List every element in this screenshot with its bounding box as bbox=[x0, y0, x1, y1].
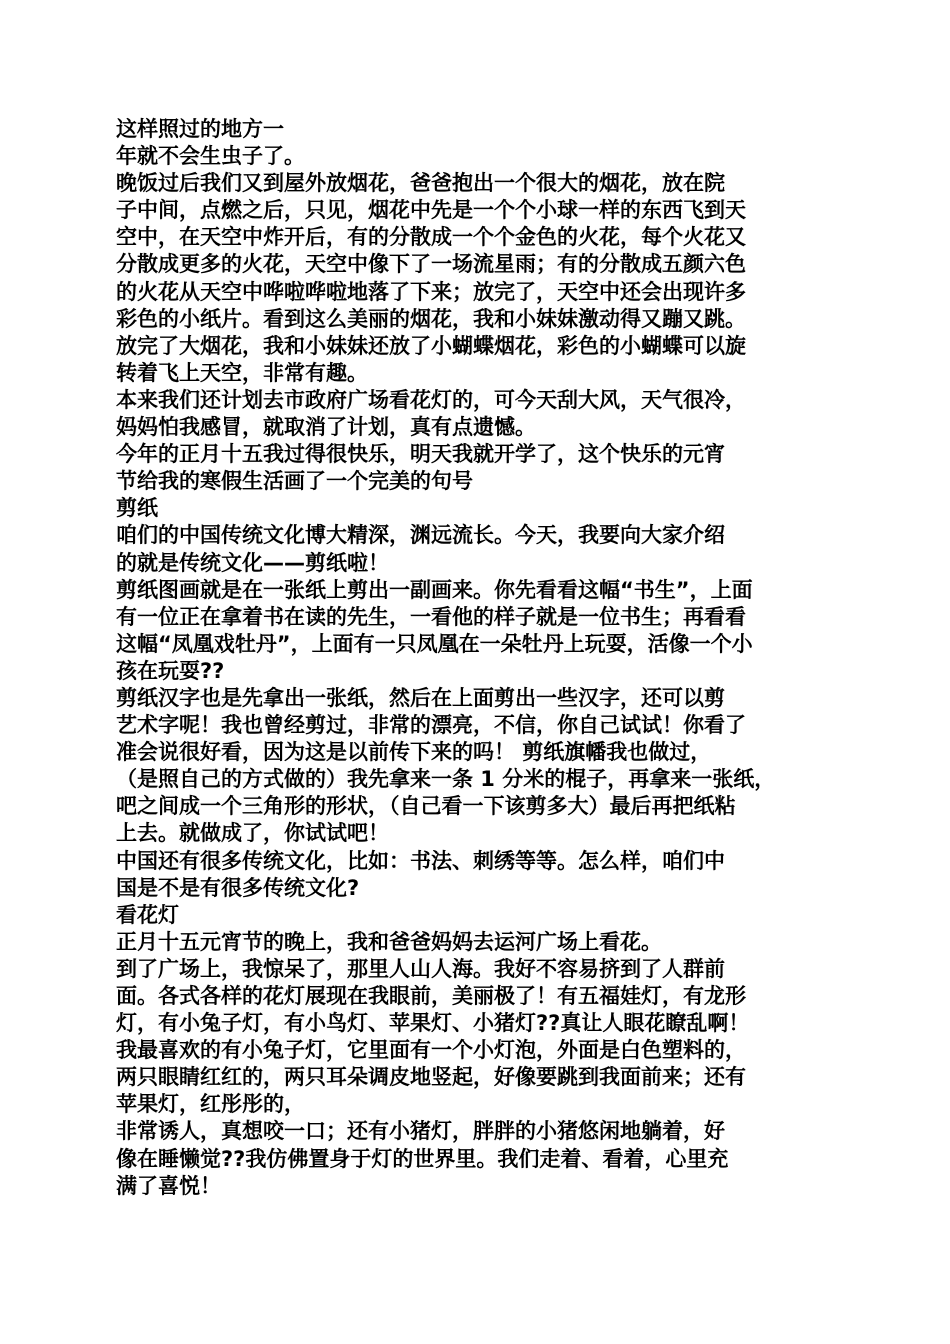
text-line: 孩在玩耍?? bbox=[116, 658, 225, 683]
text-line: 这幅“凤凰戏牡丹”，上面有一只凤凰在一朵牡丹上玩耍，活像一个小 bbox=[116, 631, 753, 656]
paragraph-start: 咱们的中国传统文化博大精深，渊远流长。今天，我要向大家介绍 bbox=[116, 523, 725, 548]
text-line: 两只眼睛红红的，两只耳朵调皮地竖起，好像要跳到我面前来；还有 bbox=[116, 1065, 746, 1090]
text-line: 国是不是有很多传统文化? bbox=[116, 875, 360, 900]
paragraph-start: 到了广场上，我惊呆了，那里人山人海。我好不容易挤到了人群前 bbox=[116, 956, 725, 981]
document-body bbox=[116, 116, 846, 1200]
paragraph-start: 剪纸汉字也是先拿出一张纸，然后在上面剪出一些汉字，还可以剪 bbox=[116, 685, 725, 710]
text-line: 面。各式各样的花灯展现在我眼前，美丽极了！有五福娃灯，有龙形 bbox=[116, 984, 746, 1008]
text-line: 准会说很好看，因为这是以前传下来的吗！ 剪纸旗幡我也做过， bbox=[116, 740, 712, 765]
text-line: 放完了大烟花，我和小妹妹还放了小蝴蝶烟花，彩色的小蝴蝶可以旋 bbox=[116, 333, 746, 358]
text-line: 艺术字呢！我也曾经剪过，非常的漂亮，不信，你自己试试！你看了 bbox=[116, 713, 746, 738]
text-line: 子中间，点燃之后，只见，烟花中先是一个个小球一样的东西飞到天 bbox=[116, 198, 746, 223]
text-line: 节给我的寒假生活画了一个完美的句号 bbox=[116, 469, 473, 494]
text-line: 有一位正在拿着书在读的先生，一看他的样子就是一位书生；再看看 bbox=[116, 604, 746, 629]
paragraph-start: 剪纸图画就是在一张纸上剪出一副画来。你先看看这幅“书生”，上面 bbox=[116, 577, 753, 602]
paragraph-start: 中国还有很多传统文化，比如：书法、刺绣等等。怎么样，咱们中 bbox=[116, 848, 725, 873]
text-line: 吧之间成一个三角形的形状，（自己看一下该剪多大）最后再把纸粘 bbox=[116, 794, 736, 819]
text-line: 上去。就做成了，你试试吧！ bbox=[116, 821, 389, 846]
text-line: 空中，在天空中炸开后，有的分散成一个个金色的火花，每个火花又 bbox=[116, 225, 746, 250]
text-line: （是照自己的方式做的）我先拿来一条 1 分米的棍子，再拿来一张纸， bbox=[116, 767, 776, 792]
paragraph-start: 晚饭过后我们又到屋外放烟花，爸爸抱出一个很大的烟花，放在院 bbox=[116, 171, 725, 196]
text-line: 妈妈怕我感冒，就取消了计划，真有点遗憾。 bbox=[116, 415, 536, 440]
text-line: 分散成更多的火花，天空中像下了一场流星雨；有的分散成五颜六色 bbox=[116, 252, 746, 277]
text-line: 年就不会生虫子了。 bbox=[116, 144, 305, 169]
text-line: 像在睡懒觉??我仿佛置身于灯的世界里。我们走着、看着，心里充 bbox=[116, 1146, 729, 1171]
paragraph-start: 今年的正月十五我过得很快乐，明天我就开学了，这个快乐的元宵 bbox=[116, 442, 725, 467]
section-heading-lanterns: 看花灯 bbox=[116, 902, 179, 927]
section-heading-papercut: 剪纸 bbox=[116, 496, 158, 521]
text-line: 的就是传统文化——剪纸啦！ bbox=[116, 550, 389, 575]
text-line: 满了喜悦！ bbox=[116, 1173, 221, 1198]
text-line: 的火花从天空中哗啦哗啦地落了下来；放完了，天空中还会出现许多 bbox=[116, 279, 746, 304]
text-line: 苹果灯，红彤彤的， bbox=[116, 1092, 305, 1117]
text-line: 我最喜欢的有小兔子灯，它里面有一个小灯泡，外面是白色塑料的， bbox=[116, 1038, 746, 1063]
text-line: 转着飞上天空，非常有趣。 bbox=[116, 360, 368, 385]
text-line: 这样照过的地方一 bbox=[116, 117, 284, 141]
paragraph-start: 本来我们还计划去市政府广场看花灯的，可今天刮大风，天气很冷， bbox=[116, 387, 746, 412]
paragraph-start: 正月十五元宵节的晚上，我和爸爸妈妈去运河广场上看花。 bbox=[116, 929, 662, 954]
paragraph-start: 非常诱人，真想咬一口；还有小猪灯，胖胖的小猪悠闲地躺着，好 bbox=[116, 1119, 725, 1144]
text-line: 彩色的小纸片。看到这么美丽的烟花，我和小妹妹激动得又蹦又跳。 bbox=[116, 306, 746, 331]
text-line: 灯，有小兔子灯，有小鸟灯、苹果灯、小猪灯??真让人眼花瞭乱啊！ bbox=[116, 1011, 750, 1036]
